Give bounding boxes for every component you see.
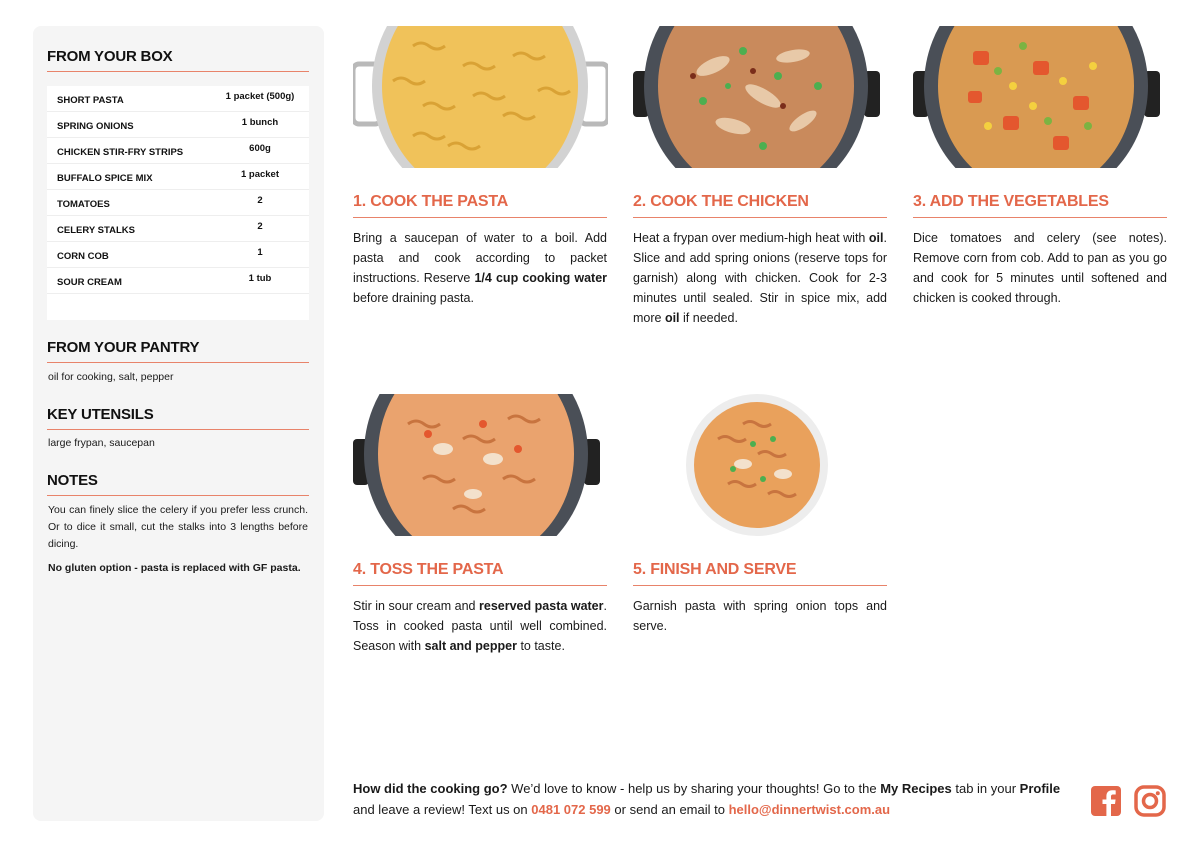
footer-text: tab in your <box>951 781 1020 796</box>
from-box-heading: FROM YOUR BOX <box>47 48 309 72</box>
step-text: Dice tomatoes and celery (see notes). Remove corn from cob. Add to pan as you go and cook for 5 minutes until softened and chicken is cooked through. <box>913 231 1167 305</box>
ingredient-name: BUFFALO SPICE MIX <box>57 173 153 184</box>
footer-text: We’d love to know - help us by sharing your thoughts! Go to the <box>507 781 881 796</box>
facebook-icon[interactable] <box>1090 785 1122 817</box>
vegetables-frypan-image <box>913 26 1168 168</box>
footer-text: How did the cooking go? <box>353 781 508 796</box>
footer-text: or send an email to <box>610 802 729 817</box>
ingredient-row <box>47 216 309 242</box>
ingredient-row <box>47 138 309 164</box>
step-4-title: 4. TOSS THE PASTA <box>353 561 607 586</box>
step-text-bold: 1/4 cup cooking water <box>474 271 608 285</box>
step-text-bold: oil <box>664 311 680 325</box>
ingredient-row <box>47 86 309 112</box>
contact-link[interactable]: hello@dinnertwist.com.au <box>728 802 891 817</box>
ingredient-name: SOUR CREAM <box>57 277 122 288</box>
ingredient-qty: 1 tub <box>248 273 272 284</box>
ingredient-qty: 1 packet <box>240 169 280 180</box>
ingredient-row <box>47 190 309 216</box>
step-5-body <box>633 596 887 636</box>
step-1-body <box>353 228 607 308</box>
step-text: Bring a saucepan of water to a boil. Add pasta and cook according to packet instructions. Reserve <box>353 231 607 285</box>
ingredient-name: SHORT PASTA <box>57 95 124 106</box>
ingredient-qty: 2 <box>257 221 263 232</box>
step-text-bold: oil <box>868 231 884 245</box>
step-4-body <box>353 596 607 656</box>
step-3-title: 3. ADD THE VEGETABLES <box>913 193 1167 218</box>
step-3-body <box>913 228 1167 308</box>
footer-text: My Recipes <box>880 781 952 796</box>
ingredient-row <box>47 112 309 138</box>
ingredient-qty: 600g <box>249 143 271 154</box>
ingredient-row <box>47 242 309 268</box>
served-bowl-image <box>633 394 888 536</box>
ingredient-name: CORN COB <box>57 251 109 262</box>
step-text: Stir in sour cream and <box>353 599 480 613</box>
feedback-footer <box>353 778 1073 820</box>
ingredient-qty: 1 <box>257 247 263 258</box>
step-text: to taste. <box>516 639 565 653</box>
step-text: . Toss in cooked pasta until well combined. Season with <box>353 599 607 653</box>
ingredients-table <box>47 86 309 320</box>
step-2-title: 2. COOK THE CHICKEN <box>633 193 887 218</box>
pasta-colander-image <box>353 26 608 168</box>
notes-heading: NOTES <box>47 472 309 496</box>
ingredient-row <box>47 164 309 190</box>
step-text: Heat a frypan over medium-high heat with <box>633 231 869 245</box>
step-5-title: 5. FINISH AND SERVE <box>633 561 887 586</box>
utensils-heading: KEY UTENSILS <box>47 406 309 430</box>
footer-text: and leave a review! Text us on <box>353 802 532 817</box>
contact-link[interactable]: 0481 072 599 <box>531 802 611 817</box>
step-text-bold: reserved pasta water <box>479 599 604 613</box>
ingredient-name: TOMATOES <box>57 199 110 210</box>
ingredient-name: CELERY STALKS <box>57 225 135 236</box>
ingredient-name: SPRING ONIONS <box>57 121 134 132</box>
step-text: . Slice and add spring onions (reserve tops for garnish) along with chicken. Cook for 2-3 minutes until sealed. Stir in spice mix, add more <box>633 231 887 325</box>
pantry-text: oil for cooking, salt, pepper <box>48 371 174 383</box>
instagram-icon[interactable] <box>1134 785 1166 817</box>
chicken-frypan-image <box>633 26 888 168</box>
footer-text: Profile <box>1019 781 1061 796</box>
notes-text: You can finely slice the celery if you prefer less crunch. Or to dice it small, cut the stalks into 3 lengths before dicing. <box>48 504 308 550</box>
ingredient-qty: 1 packet (500g) <box>225 91 295 102</box>
utensils-text: large frypan, saucepan <box>48 437 155 449</box>
ingredient-qty: 2 <box>257 195 263 206</box>
ingredient-name: CHICKEN STIR-FRY STRIPS <box>57 147 184 158</box>
step-text: before draining pasta. <box>353 291 474 305</box>
pantry-heading: FROM YOUR PANTRY <box>47 339 309 363</box>
ingredient-row <box>47 268 309 294</box>
step-2-body <box>633 228 887 328</box>
step-text-bold: salt and pepper <box>424 639 517 653</box>
ingredient-qty: 1 bunch <box>241 117 279 128</box>
step-text: Garnish pasta with spring onion tops and serve. <box>633 599 887 633</box>
ingredients-sidebar <box>33 26 324 821</box>
pasta-frypan-image <box>353 394 608 536</box>
step-1-title: 1. COOK THE PASTA <box>353 193 607 218</box>
step-text: if needed. <box>679 311 738 325</box>
gf-note: No gluten option - pasta is replaced with GF pasta. <box>48 562 301 574</box>
